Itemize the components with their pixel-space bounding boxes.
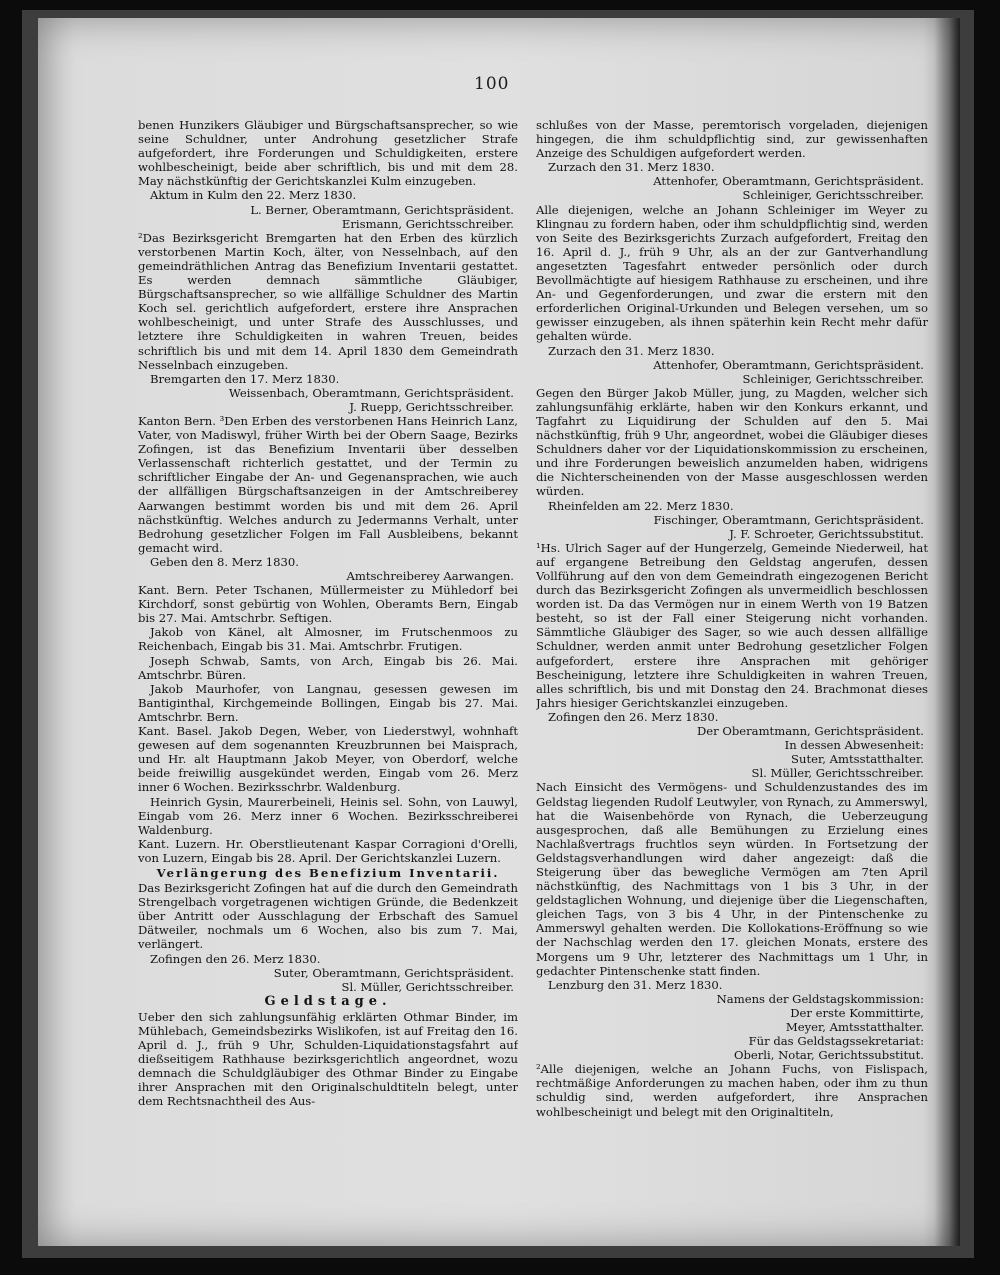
signature-line: Fischinger, Oberamtmann, Gerichtspräsident. — [653, 512, 924, 527]
paragraph: ¹Hs. Ulrich Sager auf der Hungerzelg, Gemeinde Niederweil, hat auf ergangene Betreibung den Geldstag angerufen, dessen Vollführung auf den von dem Gemeindrath eingezogenen Bericht durch das Bezirksgericht Zofingen als unvermeidlich beschlossen worden ist. Da das Vermögen nur in einem Werth von 19 Batzen besteht, so ist der Fall einer Steigerung nicht vorhanden. Sämmtliche Gläubiger des Sager, so wie auch dessen allfällige Schuldner, werden anmit unter Bedrohung gesetzlicher Folgen aufgefordert, erstere ihre Ansprachen mit gehöriger Bescheinigung, letztere ihre Schuldigkeiten in wahren Treuen, alles schriftlich, bis und mit Donstag den 24. Brachmonat dieses Jahrs hiesiger Gerichtskanzlei einzugeben. — [536, 540, 928, 710]
signature-line: Erismann, Gerichtsschreiber. — [341, 216, 514, 231]
paragraph: schlußes von der Masse, peremtorisch vorgeladen, diejenigen hingegen, die ihm schuldpflichtig sind, zur gewissenhaften Anzeige des Schuldigen aufgefordert werden. — [536, 118, 928, 161]
signature-line: Der Oberamtmann, Gerichtspräsident. — [696, 724, 924, 739]
paragraph: Kant. Luzern. Hr. Oberstlieutenant Kaspar Corragioni d'Orelli, von Luzern, Eingab bis 28. April. Der Gerichtskanzlei Luzern. — [138, 836, 518, 865]
signature-line: Schleiniger, Gerichtsschreiber. — [742, 371, 924, 386]
dateline: Jakob von Känel, alt Almosner, im Frutschenmoos zu Reichenbach, Eingab bis 31. Mai. Amtschrbr. Frutigen. — [138, 625, 518, 654]
dateline: Lenzburg den 31. Merz 1830. — [548, 977, 723, 992]
paragraph: Gegen den Bürger Jakob Müller, jung, zu Magden, welcher sich zahlungsunfähig erklärte, haben wir den Konkurs erkannt, und Tagfahrt zu Liquidirung der Schulden auf den 5. Mai nächstkünftig, früh 9 Uhr, angeordnet, wobei die Gläubiger dieses Schuldners daher vor der Liquidationskommission zu erscheinen, und ihre Forderungen beweislich anzumelden haben, widrigens die Nichterscheinenden von der Masse ausgeschlossen werden würden. — [536, 385, 928, 499]
paragraph: Kanton Bern. ³Den Erben des verstorbenen Hans Heinrich Lanz, Vater, von Madiswyl, früher Wirth bei der Obern Saage, Bezirks Zofingen, ist das Benefizium Inventarii über desselben Verlassenschaft richterlich gestattet, und der Termin zu schriftlicher Eingabe der An- und Gegenansprachen, wie auch der allfälligen Bürgschaftsanzeigen in der Amtschreiberey Aarwangen bestimmt worden bis und mit dem 26. April nächstkünftig. Welches andurch zu Jedermanns Verhalt, unter Bedrohung gesetzlicher Folgen im Fall Ausbleibens, bekannt gemacht wird. — [138, 413, 518, 555]
page-spine-shadow — [934, 18, 960, 1246]
signature-line: Suter, Amtsstatthalter. — [791, 752, 924, 767]
paragraph: ²Das Bezirksgericht Bremgarten hat den Erben des kürzlich verstorbenen Martin Koch, älter, von Nesselnbach, auf den gemeindräthlichen Antrag das Benefizium Inventarii gestattet. Es werden demnach sämmtliche Gläubiger, Bürgschaftsansprecher, so wie allfällige Schuldner des Martin Koch sel. gerichtlich aufgefordert, erstere ihre Ansprachen wohlbescheinigt, und unter Strafe des Ausschlusses, und letztere ihre Schuldigkeiten in wahren Treuen, beides schriftlich bis und mit dem 14. April 1830 dem Gemeindrath Nesselnbach einzugeben. — [138, 230, 518, 372]
paragraph: benen Hunzikers Gläubiger und Bürgschaftsansprecher, so wie seine Schuldner, unter Androhung gesetzlicher Strafe aufgefordert, ihre Forderungen und Schuldigkeiten, erstere wohlbescheinigt, beide aber schriftlich, bis und mit dem 28. May nächstkünftig der Gerichtskanzlei Kulm einzugeben. — [138, 118, 518, 189]
section-heading: Verlängerung des Benefizium Inventarii. — [156, 865, 500, 880]
section-heading: Geldstage. — [264, 993, 392, 1009]
paragraph: Ueber den sich zahlungsunfähig erklärten Othmar Binder, im Mühlebach, Gemeindsbezirks Wislikofen, ist auf Freitag den 16. April d. J., früh 9 Uhr, Schulden-Liquidationstagsfahrt auf dießseitigem Rathhause bezirksgerichtlich angeordnet, wozu demnach die Schuldgläubiger des Othmar Binder zu Eingabe ihrer Ansprachen mit den Originalschuldtiteln belegt, unter dem Rechtsnachtheil des Aus- — [138, 1009, 518, 1109]
signature-line: L. Berner, Oberamtmann, Gerichtspräsident. — [250, 202, 514, 217]
dateline: Joseph Schwab, Samts, von Arch, Eingab bis 26. Mai. Amtschrbr. Büren. — [138, 653, 518, 682]
signature-line: Attenhofer, Oberamtmann, Gerichtspräsident. — [653, 174, 924, 189]
dateline: Bremgarten den 17. Merz 1830. — [150, 371, 340, 386]
paragraph: Kant. Basel. Jakob Degen, Weber, von Liederstwyl, wohnhaft gewesen auf dem sogenannten Kreuzbrunnen bei Maisprach, und Hr. alt Hauptmann Jakob Meyer, von Oberdorf, welche beide freiwillig ausgekündet werden, Eingab vom 26. Merz inner 6 Wochen. Bezirksschrbr. Waldenburg. — [138, 724, 518, 795]
dateline: Rheinfelden am 22. Merz 1830. — [548, 498, 734, 513]
dateline: Geben den 8. Merz 1830. — [150, 554, 299, 569]
dateline: Zurzach den 31. Merz 1830. — [548, 160, 715, 175]
signature-line: Schleiniger, Gerichtsschreiber. — [742, 188, 924, 203]
signature-line: Weissenbach, Oberamtmann, Gerichtspräsident. — [228, 385, 514, 400]
signature-line: In dessen Abwesenheit: — [784, 738, 924, 753]
signature-line: Suter, Oberamtmann, Gerichtspräsident. — [273, 965, 514, 980]
signature-line: Sl. Müller, Gerichtsschreiber. — [341, 979, 514, 994]
left-column — [138, 118, 518, 1226]
dateline: Heinrich Gysin, Maurerbeineli, Heinis sel. Sohn, von Lauwyl, Eingab vom 26. Merz inner 6 Wochen. Bezirksschreiberei Waldenburg. — [138, 794, 518, 837]
signature-line: J. F. Schroeter, Gerichtssubstitut. — [729, 526, 924, 541]
paragraph: Alle diejenigen, welche an Johann Schleiniger im Weyer zu Klingnau zu fordern haben, oder ihm schuldpflichtig sind, werden von Seite des Bezirksgerichts Zurzach aufgefordert, Freitag den 16. April d. J., früh 9 Uhr, als an der zur Gantverhandlung angesetzten Tagesfahrt entweder persönlich oder durch Bevollmächtigte auf hiesigem Rathhause zu erscheinen, und ihre An- und Gegenforderungen, und zwar die erstern mit den erforderlichen Original-Urkunden und Belegen versehen, um so gewisser einzugeben, als ihnen späterhin kein Recht mehr dafür gehalten würde. — [536, 202, 928, 344]
page-number: 100 — [474, 74, 510, 94]
signature-line: J. Ruepp, Gerichtsschreiber. — [349, 399, 514, 414]
paragraph: ²Alle diejenigen, welche an Johann Fuchs, von Fislispach, rechtmäßige Anforderungen zu machen haben, oder ihm zu thun schuldig sind, werden aufgefordert, ihre Ansprachen wohlbescheinigt und belegt mit den Originaltiteln, — [536, 1062, 928, 1119]
signature-line: Oberli, Notar, Gerichtssubstitut. — [733, 1048, 924, 1063]
signature-line: Amtschreiberey Aarwangen. — [346, 569, 514, 583]
paragraph: Kant. Bern. Peter Tschanen, Müllermeister zu Mühledorf bei Kirchdorf, sonst gebürtig von Wohlen, Oberamts Bern, Eingab bis 27. Mai. Amtschrbr. Seftigen. — [138, 583, 518, 626]
paragraph: Das Bezirksgericht Zofingen hat auf die durch den Gemeindrath Strengelbach vorgetragenen wichtigen Gründe, die Bedenkzeit über Antritt oder Ausschlagung der Erbschaft des Samuel Dätweiler, nochmals um 6 Wochen, also bis zum 7. Mai, verlängert. — [138, 881, 518, 952]
dateline: Zofingen den 26. Merz 1830. — [548, 709, 719, 724]
dateline: Aktum in Kulm den 22. Merz 1830. — [150, 188, 357, 203]
dateline: Zurzach den 31. Merz 1830. — [548, 343, 715, 358]
signature-line: Meyer, Amtsstatthalter. — [785, 1020, 924, 1034]
paragraph: Nach Einsicht des Vermögens- und Schuldenzustandes des im Geldstag liegenden Rudolf Leutwyler, von Rynach, zu Ammerswyl, hat die Waisenbehörde von Rynach, die Ueberzeugung ausgesprochen, daß alle Bemühungen zu Erzielung eines Nachlaßvertrags fruchtlos seyn würden. In Fortsetzung der Geldstagsverhandlungen wird daher angezeigt: daß die Steigerung über das bewegliche Vermögen am 7ten April nächstkünftig, des Nachmittags von 1 bis 3 Uhr, in der geldstaglichen Wohnung, und diejenige über die Liegenschaften, gleichen Tags, von 3 bis 4 Uhr, in der Pintenschenke zu Ammerswyl gehalten werden. Die Kollokations-Eröffnung so wie der Nachschlag werden den 17. gleichen Monats, erstere des Morgens um 9 Uhr, letzterer des Nachmittags um 1 Uhr, in gedachter Pintenschenke statt finden. — [536, 780, 928, 978]
signature-line: Für das Geldstagssekretariat: — [748, 1034, 924, 1049]
signature-line: Attenhofer, Oberamtmann, Gerichtspräsident. — [653, 357, 924, 372]
dateline: Zofingen den 26. Merz 1830. — [150, 951, 321, 966]
signature-line: Namens der Geldstagskommission: — [716, 991, 924, 1006]
signature-line: Der erste Kommittirte, — [790, 1005, 924, 1020]
signature-line: Sl. Müller, Gerichtsschreiber. — [751, 766, 924, 781]
dateline: Jakob Maurhofer, von Langnau, gesessen gewesen im Bantiginthal, Kirchgemeinde Bollingen, Eingab bis 27. Mai. Amtschrbr. Bern. — [138, 681, 518, 724]
right-column — [536, 118, 928, 1226]
